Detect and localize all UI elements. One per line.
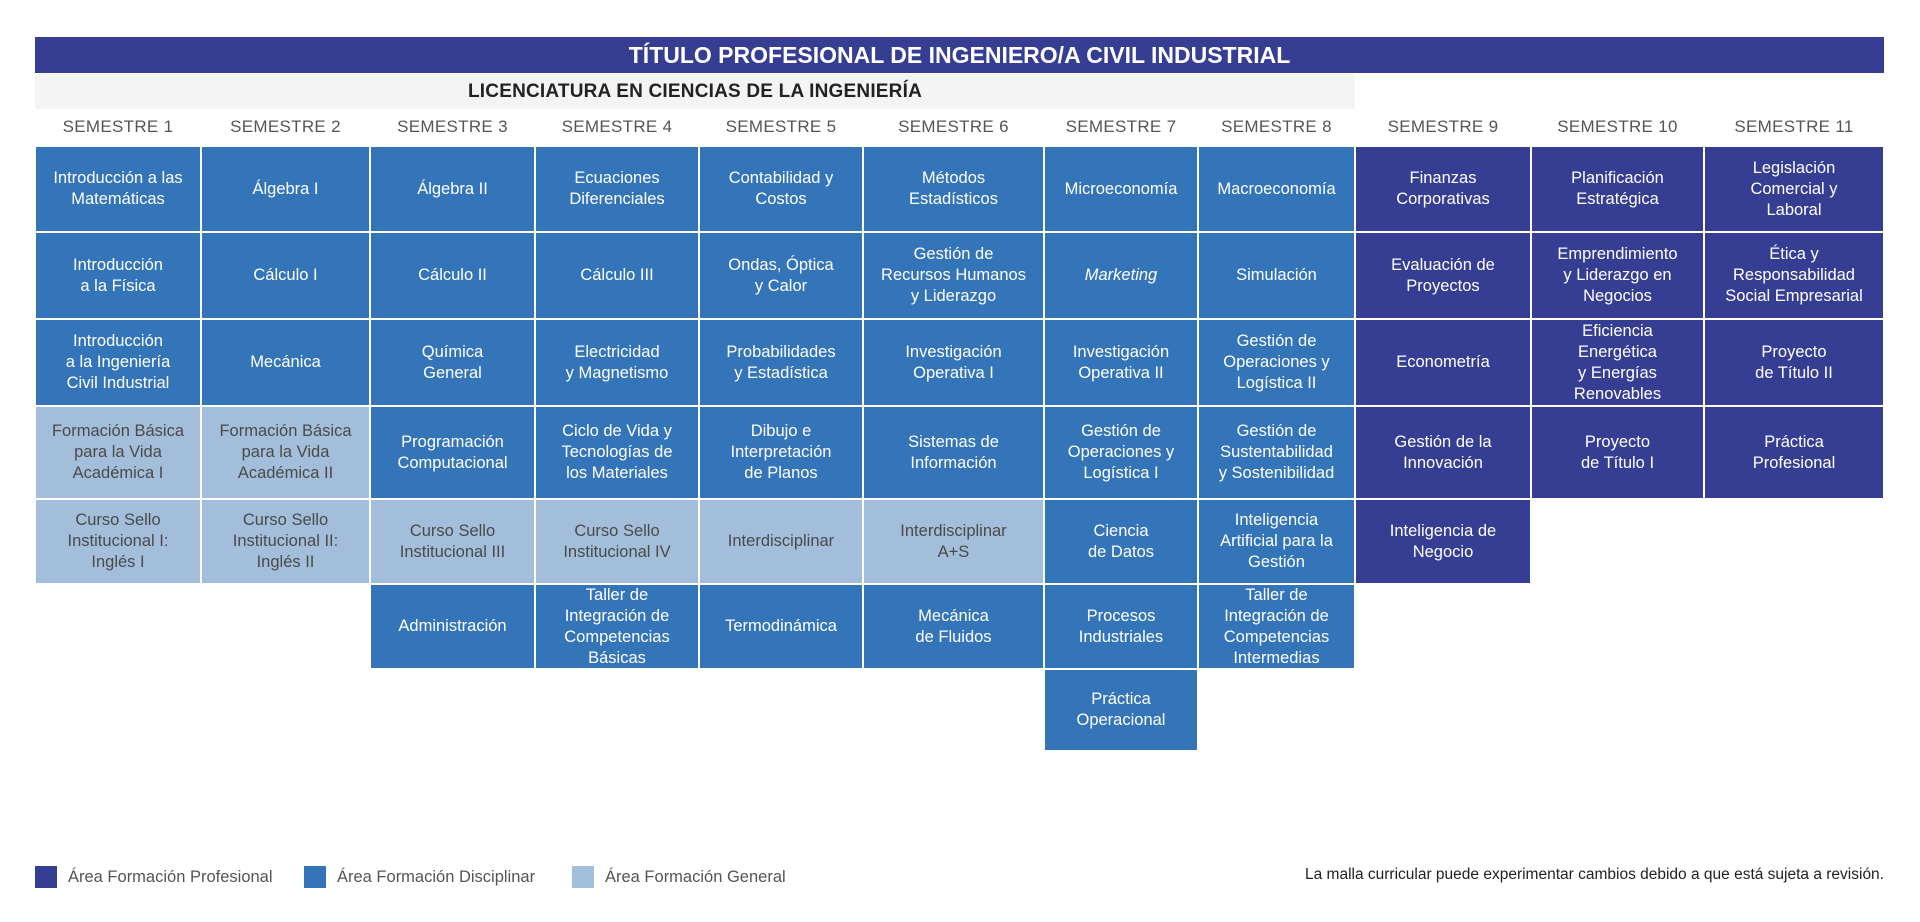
- semester-header: SEMESTRE 10: [1557, 117, 1678, 136]
- course-cell: Planificación Estratégica: [1531, 146, 1704, 232]
- legend-label-profesional: Área Formación Profesional: [68, 868, 273, 886]
- course-cell: Inteligencia Artificial para la Gestión: [1198, 499, 1355, 584]
- course-cell: Ciencia de Datos: [1044, 499, 1198, 584]
- course-cell: Sistemas de Información: [863, 406, 1044, 499]
- program-subtitle: LICENCIATURA EN CIENCIAS DE LA INGENIERÍA: [35, 74, 1355, 109]
- program-title: TÍTULO PROFESIONAL DE INGENIERO/A CIVIL INDUSTRIAL: [35, 37, 1884, 73]
- course-cell: Álgebra II: [370, 146, 535, 232]
- course-cell: Introducción a las Matemáticas: [35, 146, 201, 232]
- semester-header: SEMESTRE 5: [725, 117, 837, 136]
- course-cell: Práctica Profesional: [1704, 406, 1884, 499]
- course-cell: Taller de Integración de Competencias Intermedias: [1198, 584, 1355, 669]
- semester-header: SEMESTRE 4: [561, 117, 673, 136]
- course-cell: Programación Computacional: [370, 406, 535, 499]
- course-cell: Práctica Operacional: [1044, 669, 1198, 751]
- course-cell: Interdisciplinar A+S: [863, 499, 1044, 584]
- course-cell: Métodos Estadísticos: [863, 146, 1044, 232]
- course-cell: Álgebra I: [201, 146, 370, 232]
- course-cell: Electricidad y Magnetismo: [535, 319, 699, 406]
- course-cell: Marketing: [1044, 232, 1198, 319]
- semester-header: SEMESTRE 2: [230, 117, 341, 136]
- semester-header: SEMESTRE 6: [898, 117, 1009, 136]
- course-cell: Econometría: [1355, 319, 1531, 406]
- course-cell: Gestión de Sustentabilidad y Sostenibilidad: [1198, 406, 1355, 499]
- legend-swatch-general: [572, 866, 594, 888]
- course-cell: Introducción a la Ingeniería Civil Industrial: [35, 319, 201, 406]
- legend-swatch-profesional: [35, 866, 57, 888]
- course-cell: Investigación Operativa II: [1044, 319, 1198, 406]
- legend-label-disciplinar: Área Formación Disciplinar: [337, 868, 536, 886]
- course-cell: Inteligencia de Negocio: [1355, 499, 1531, 584]
- course-cell: Introducción a la Física: [35, 232, 201, 319]
- course-cell: Ética y Responsabilidad Social Empresarial: [1704, 232, 1884, 319]
- course-cell: Procesos Industriales: [1044, 584, 1198, 669]
- revision-note: La malla curricular puede experimentar cambios debido a que está sujeta a revisión.: [1305, 866, 1884, 883]
- course-cell: Gestión de Operaciones y Logística II: [1198, 319, 1355, 406]
- course-cell: Administración: [370, 584, 535, 669]
- course-cell: Legislación Comercial y Laboral: [1704, 146, 1884, 232]
- course-cell: Cálculo II: [370, 232, 535, 319]
- course-cell: Mecánica: [201, 319, 370, 406]
- course-cell: Eficiencia Energética y Energías Renovables: [1531, 319, 1704, 406]
- course-cell: Emprendimiento y Liderazgo en Negocios: [1531, 232, 1704, 319]
- course-cell: Mecánica de Fluidos: [863, 584, 1044, 669]
- course-cell: Curso Sello Institucional I: Inglés I: [35, 499, 201, 584]
- course-cell: Curso Sello Institucional II: Inglés II: [201, 499, 370, 584]
- course-cell: Taller de Integración de Competencias Básicas: [535, 584, 699, 669]
- course-cell: Termodinámica: [699, 584, 863, 669]
- course-cell: Investigación Operativa I: [863, 319, 1044, 406]
- course-cell: Proyecto de Título I: [1531, 406, 1704, 499]
- course-cell: Interdisciplinar: [699, 499, 863, 584]
- course-cell: Química General: [370, 319, 535, 406]
- course-cell: Simulación: [1198, 232, 1355, 319]
- course-cell: Ciclo de Vida y Tecnologías de los Materiales: [535, 406, 699, 499]
- course-cell: Proyecto de Título II: [1704, 319, 1884, 406]
- course-cell: Gestión de Recursos Humanos y Liderazgo: [863, 232, 1044, 319]
- course-cell: Evaluación de Proyectos: [1355, 232, 1531, 319]
- course-cell: Formación Básica para la Vida Académica II: [201, 406, 370, 499]
- course-cell: Probabilidades y Estadística: [699, 319, 863, 406]
- course-cell: Ondas, Óptica y Calor: [699, 232, 863, 319]
- course-cell: Gestión de la Innovación: [1355, 406, 1531, 499]
- course-cell: Microeconomía: [1044, 146, 1198, 232]
- semester-header: SEMESTRE 8: [1221, 117, 1332, 136]
- course-cell: Curso Sello Institucional III: [370, 499, 535, 584]
- semester-header: SEMESTRE 3: [397, 117, 508, 136]
- course-cell: Contabilidad y Costos: [699, 146, 863, 232]
- semester-header: SEMESTRE 7: [1065, 117, 1177, 136]
- course-cell: Cálculo I: [201, 232, 370, 319]
- course-cell: Gestión de Operaciones y Logística I: [1044, 406, 1198, 499]
- course-cell: Finanzas Corporativas: [1355, 146, 1531, 232]
- semester-header: SEMESTRE 1: [62, 117, 174, 136]
- course-cell: Formación Básica para la Vida Académica I: [35, 406, 201, 499]
- course-cell: Ecuaciones Diferenciales: [535, 146, 699, 232]
- semester-header: SEMESTRE 11: [1734, 117, 1854, 136]
- semester-header: SEMESTRE 9: [1387, 117, 1499, 136]
- legend-swatch-disciplinar: [304, 866, 326, 888]
- course-cell: Cálculo III: [535, 232, 699, 319]
- course-cell: Dibujo e Interpretación de Planos: [699, 406, 863, 499]
- legend-label-general: Área Formación General: [605, 868, 786, 886]
- course-cell: Curso Sello Institucional IV: [535, 499, 699, 584]
- course-cell: Macroeconomía: [1198, 146, 1355, 232]
